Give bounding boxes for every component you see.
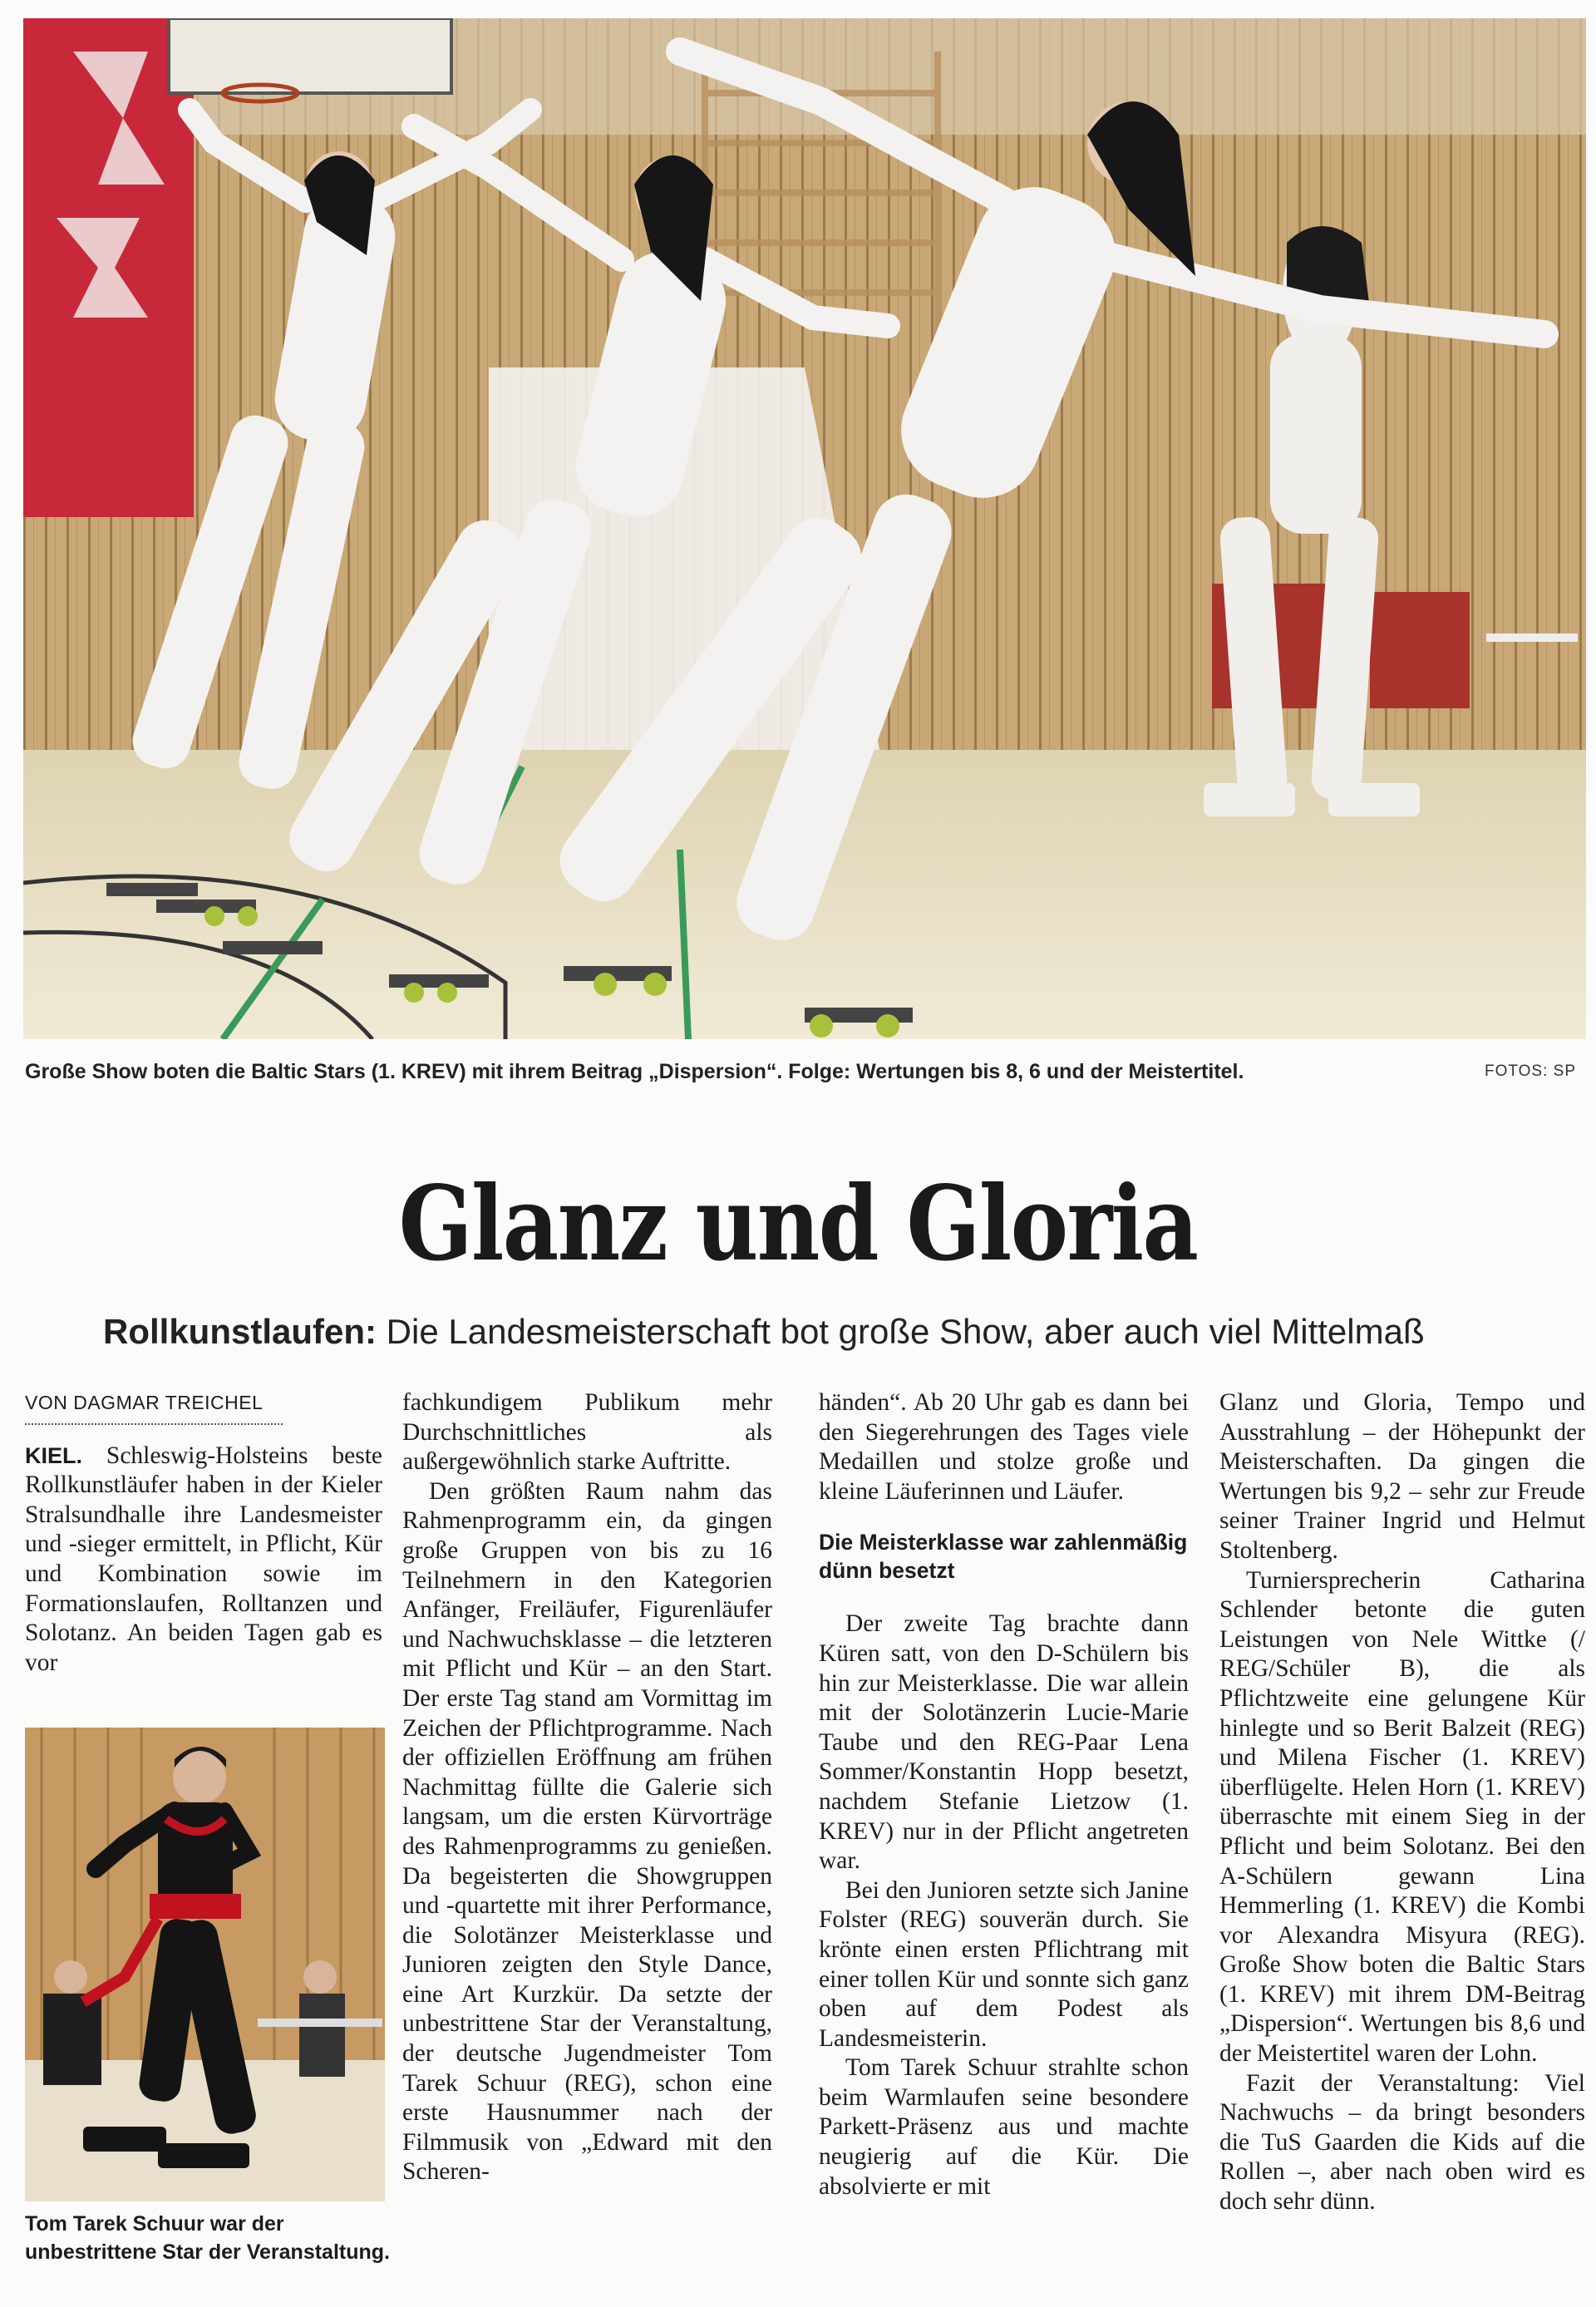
headline: Glanz und Gloria bbox=[398, 1164, 1198, 1284]
paragraph: Der zweite Tag brachte dann Küren satt, von den D-Schülern bis hin zur Meisterklasse. Die war allein mit der Solotänzerin Lucie-Marie Taube und den REG-Paar Lena Sommer/Konstantin Hopp besetzt, nachdem Stefanie Lietzow (1. KREV) nur in der Pflicht angetreten war. bbox=[819, 1610, 1189, 1875]
main-photo bbox=[23, 18, 1586, 1039]
paragraph: Turniersprecherin Catharina Schlender betonte die guten Leistungen von Nele Wittke (/ REG/Schüler B), die als Pflichtzweite eine gelungene Kür hinlegte und so Berit Balzeit (REG) und Milena Fischer (1. KREV) überflügelte. Helen Horn (1. KREV) überraschte mit einem Sieg in der Pflicht und beim Solotanz. Bei den A-Schülern gewann Lina Hemmerling (1. KREV) die Kombi vor Alexandra Misyura (REG). Große Show boten die Baltic Stars (1. KREV) mit ihrem DM-Beitrag „Dispersion“. Wertungen bis 8,6 und der Meistertitel waren der Lohn. bbox=[1219, 1566, 1585, 2068]
paragraph: händen“. Ab 20 Uhr gab es dann bei den Siegerehrungen des Tages viele Medaillen und stolze große und kleine Läuferinnen und Läufer. bbox=[819, 1389, 1189, 1505]
column-2 bbox=[402, 1388, 772, 2187]
paragraph: Glanz und Gloria, Tempo und Ausstrahlung – der Höhepunkt der Meisterschaften. Da gingen die Wertungen bis 9,2 – sehr zur Freude seiner Trainer Ingrid und Helmut Stoltenberg. bbox=[1219, 1389, 1585, 1564]
skater-solo-illustration bbox=[25, 1728, 385, 2201]
photo-caption: Große Show boten die Baltic Stars (1. KREV) mit ihrem Beitrag „Dispersion“. Folge: Wertungen bis 8, 6 und der Meistertitel. bbox=[25, 1060, 1244, 1083]
subheadline-topic: Rollkunstlaufen: bbox=[103, 1312, 377, 1351]
paragraph: Tom Tarek Schuur strahlte schon beim Warmlaufen seine besondere Parkett-Präsenz aus und machte neugierig auf die Kür. Die absolvierte er mit bbox=[819, 2054, 1189, 2200]
column-4 bbox=[1219, 1388, 1585, 2217]
dateline: KIEL. bbox=[25, 1442, 83, 1468]
byline: VON DAGMAR TREICHEL bbox=[25, 1388, 283, 1425]
paragraph-text: Schleswig-Holsteins beste Rollkunstläufer haben in der Kieler Stralsundhalle ihre Landesmeister und -sieger ermittelt, in Pflicht, Kür und Kombination sowie im Formationslaufen, Rolltanzen und Solotanz. An beiden Tagen gab es vor bbox=[25, 1442, 382, 1676]
column-1 bbox=[25, 1388, 382, 1678]
paragraph: Bei den Junioren setzte sich Janine Folster (REG) souverän durch. Sie krönte einen ersten Pflichtrang mit einer tollen Kür und sonnte sich ganz oben auf dem Podest als Landesmeisterin. bbox=[819, 1876, 1189, 2052]
paragraph: Fazit der Veranstaltung: Viel Nachwuchs – da bringt besonders die TuS Gaarden die Kids auf die Rollen –, aber nach oben wird es doch sehr dünn. bbox=[1219, 2069, 1585, 2216]
paragraph: fachkundigem Publikum mehr Durchschnittliches als außergewöhnlich starke Auftritte. bbox=[402, 1389, 772, 1476]
secondary-photo-caption: Tom Tarek Schuur war der unbestrittene Star der Veranstaltung. bbox=[25, 2212, 390, 2264]
column-3 bbox=[819, 1388, 1189, 2201]
paragraph: Den größten Raum nahm das Rahmenprogramm ein, da gingen große Gruppen von bis zu 16 Teilnehmern in den Kategorien Anfänger, Freiläufer, Figurenläufer und Nachwuchsklasse – die letzteren mit Pflicht und Kür – an den Start. Der erste Tag stand am Vormittag im Zeichen der Pflichtprogramme. Nach der offiziellen Eröffnung am frühen Nachmittag füllte die Galerie sich langsam, um die ersten Kürvorträge des Rahmenprogramms zu genießen. Da begeisterten die Showgruppen und -quartette mit ihrer Performance, die Solotänzer Meisterklasse und Junioren zeigten den Style Dance, eine Art Kurzkür. Da setzte der unbestrittene Star der Veranstaltung, der deutsche Jugendmeister Tom Tarek Schuur (REG), schon eine erste Hausnummer nach der Filmmusik von „Edward mit den Scheren- bbox=[402, 1477, 772, 2186]
paragraph bbox=[25, 1442, 382, 1678]
subheadline-text: Die Landesmeisterschaft bot große Show, aber auch viel Mittelmaß bbox=[377, 1312, 1425, 1351]
subheadline bbox=[103, 1312, 1425, 1352]
skaters-illustration bbox=[23, 18, 1586, 1039]
intertitle: Die Meisterklasse war zahlenmäßig dünn besetzt bbox=[819, 1530, 1188, 1584]
photo-credit: FOTOS: SP bbox=[1484, 1062, 1576, 1080]
secondary-photo bbox=[25, 1728, 385, 2201]
